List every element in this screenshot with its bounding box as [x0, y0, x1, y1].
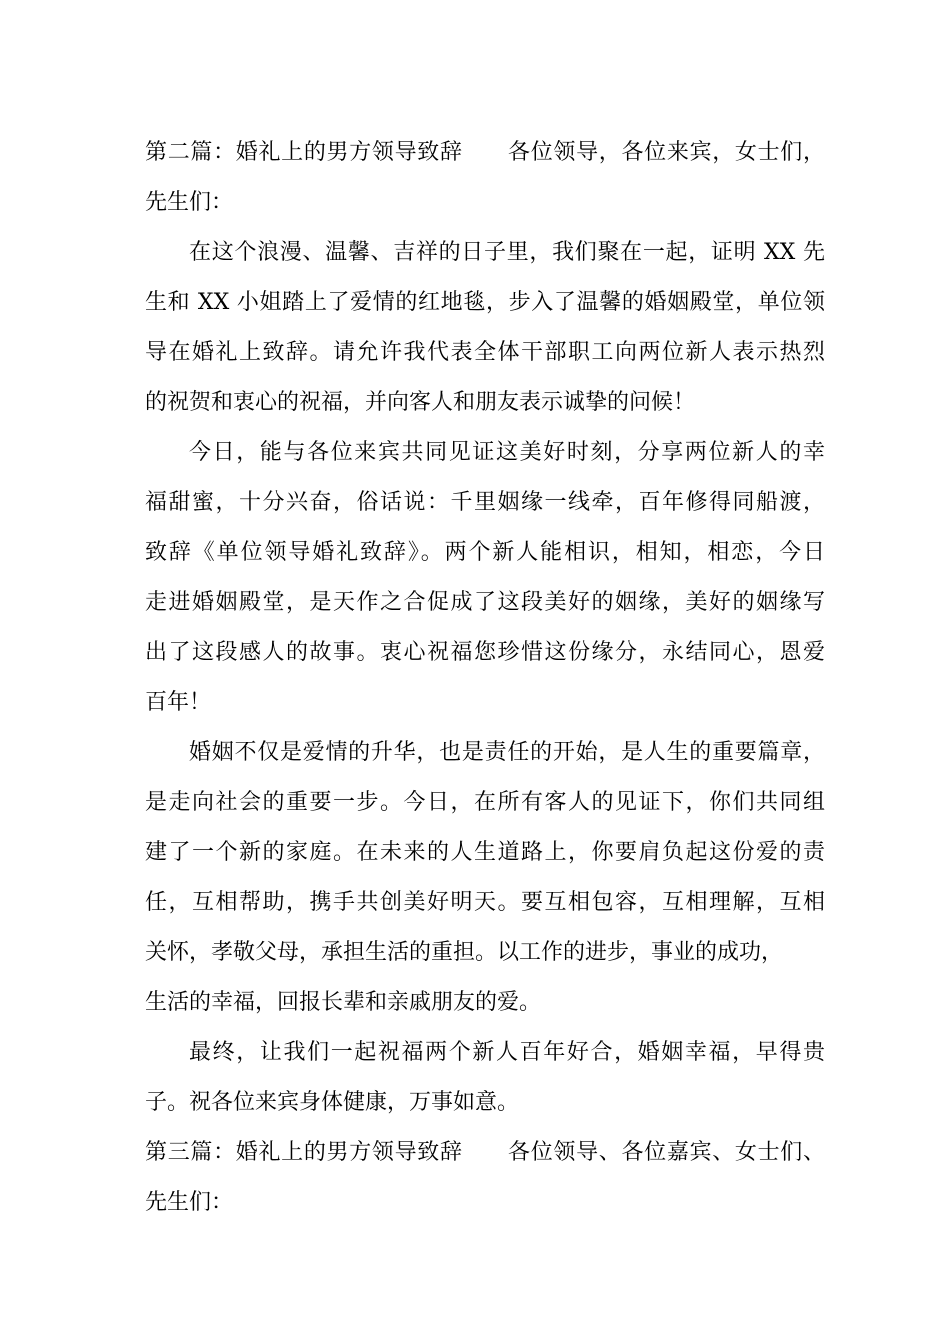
- text-line: 导在婚礼上致辞。请允许我代表全体干部职工向两位新人表示热烈: [145, 340, 825, 365]
- text-line: 任，互相帮助，携手共创美好明天。要互相包容，互相理解，互相: [145, 890, 825, 915]
- text-line: 先生们：: [145, 190, 234, 215]
- section-heading-2: 第二篇：婚礼上的男方领导致辞 各位领导，各位来宾，女士们，: [145, 140, 825, 165]
- text-line: 百年！: [145, 690, 212, 715]
- text-line: 先生们：: [145, 1190, 234, 1215]
- text-line: 生和 XX 小姐踏上了爱情的红地毯，步入了温馨的婚姻殿堂，单位领: [145, 290, 825, 315]
- text-line: 是走向社会的重要一步。今日，在所有客人的见证下，你们共同组: [145, 790, 825, 815]
- paragraph-first-line: 今日，能与各位来宾共同见证这美好时刻，分享两位新人的幸: [189, 440, 825, 465]
- text-line: 出了这段感人的故事。衷心祝福您珍惜这份缘分，永结同心，恩爱: [145, 640, 825, 665]
- text-line: 福甜蜜，十分兴奋，俗话说：千里姻缘一线牵，百年修得同船渡，: [145, 490, 825, 515]
- text-line: 关怀，孝敬父母，承担生活的重担。以工作的进步，事业的成功，: [145, 940, 784, 965]
- text-line: 建了一个新的家庭。在未来的人生道路上，你要肩负起这份爱的责: [145, 840, 825, 865]
- text-line: 的祝贺和衷心的祝福，并向客人和朋友表示诚挚的问候！: [145, 390, 696, 415]
- text-line: 走进婚姻殿堂，是天作之合促成了这段美好的姻缘，美好的姻缘写: [145, 590, 825, 615]
- document-body: [145, 128, 825, 1228]
- paragraph-first-line: 最终，让我们一起祝福两个新人百年好合，婚姻幸福，早得贵: [189, 1040, 825, 1065]
- section-heading-3: 第三篇：婚礼上的男方领导致辞 各位领导、各位嘉宾、女士们、: [145, 1140, 825, 1165]
- paragraph-first-line: 在这个浪漫、温馨、吉祥的日子里，我们聚在一起，证明 XX 先: [189, 240, 826, 265]
- text-line: 生活的幸福，回报长辈和亲戚朋友的爱。: [145, 990, 542, 1015]
- text-line: 致辞《单位领导婚礼致辞》。两个新人能相识，相知，相恋，今日: [145, 540, 825, 565]
- paragraph-first-line: 婚姻不仅是爱情的升华，也是责任的开始，是人生的重要篇章，: [189, 740, 825, 765]
- text-line: 子。祝各位来宾身体健康，万事如意。: [145, 1090, 520, 1115]
